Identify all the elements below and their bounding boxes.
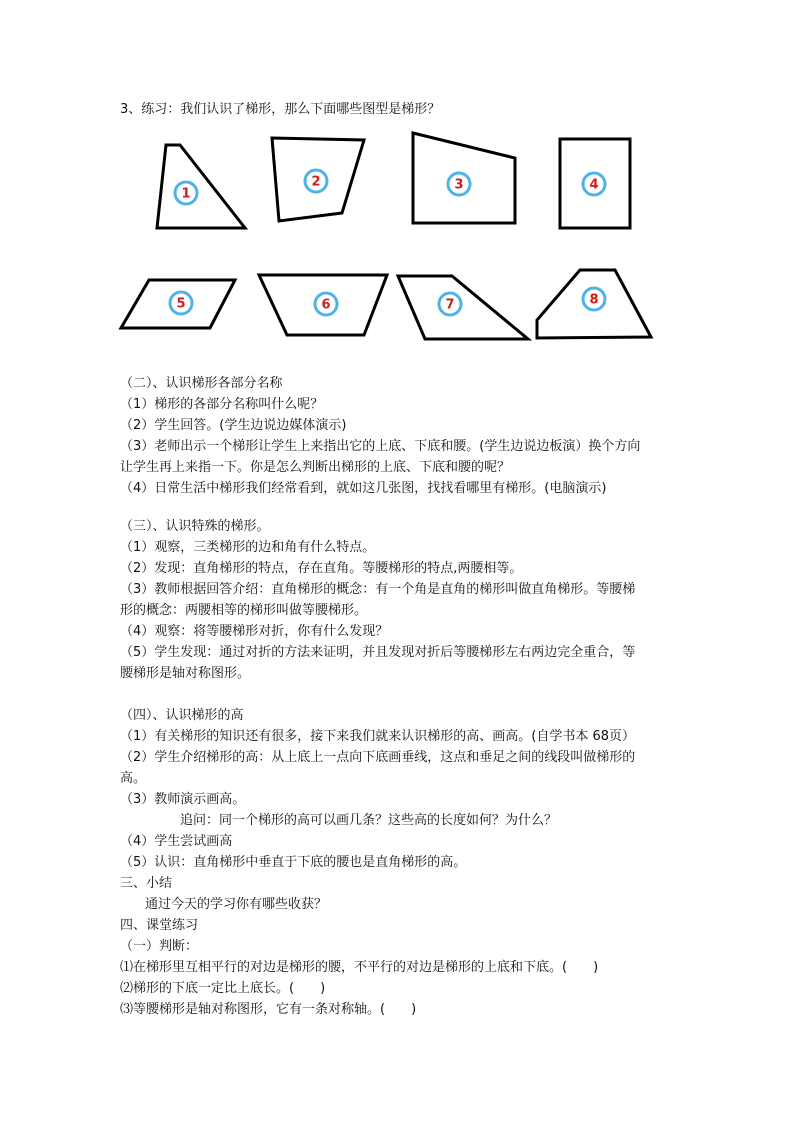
summary-heading: 三、小结 xyxy=(120,876,173,891)
section-special-line: （5）学生发现：通过对折的方法来证明，并且发现对折后等腰梯形左右两边完全重合，等 xyxy=(120,645,636,660)
practice-item: ⑴在梯形里互相平行的对边是梯形的腰，不平行的对边是梯形的上底和下底。( ) xyxy=(120,960,599,975)
section-height-line: （5）认识：直角梯形中垂直于下底的腰也是直角梯形的高。 xyxy=(120,855,467,870)
shape-number-label: 7 xyxy=(445,297,455,313)
practice-sub-heading: （一）判断： xyxy=(120,939,199,954)
shape-number-label: 1 xyxy=(181,186,191,202)
exercise-intro: 3、练习：我们认识了梯形，那么下面哪些图型是梯形？ xyxy=(120,102,441,117)
section-parts-line: （1）梯形的各部分名称叫什么呢？ xyxy=(120,397,324,412)
section-parts-line: （3）老师出示一个梯形让学生上来指出它的上底、下底和腰。(学生边说边板演）换个方向 xyxy=(120,439,641,454)
practice-heading: 四、课堂练习 xyxy=(120,918,199,933)
practice-item: ⑵梯形的下底一定比上底长。( ) xyxy=(120,981,326,996)
shape-number-label: 4 xyxy=(589,177,599,193)
section-special-line: 形的概念：两腰相等的梯形叫做等腰梯形。 xyxy=(120,603,368,618)
shape-7-outline xyxy=(398,276,528,339)
section-special-line: （4）观察：将等腰梯形对折，你有什么发现？ xyxy=(120,624,389,639)
section-height-line: （4）学生尝试画高 xyxy=(120,834,233,849)
section-parts-line: （4）日常生活中梯形我们经常看到，就如这几张图，找找看哪里有梯形。(电脑演示) xyxy=(120,481,607,496)
section-special-line: （1）观察，三类梯形的边和角有什么特点。 xyxy=(120,540,376,555)
section-special-heading: （三）、认识特殊的梯形。 xyxy=(120,519,270,534)
shape-figures xyxy=(0,0,794,360)
section-parts-line: 让学生再上来指一下。你是怎么判断出梯形的上底、下底和腰的呢？ xyxy=(120,460,511,475)
practice-item: ⑶等腰梯形是轴对称图形，它有一条对称轴。( ) xyxy=(120,1002,417,1017)
section-special-line: （2）发现：直角梯形的特点，存在直角。等腰梯形的特点,两腰相等。 xyxy=(120,561,523,576)
section-height-line: 高。 xyxy=(120,771,147,786)
section-parts-heading: （二）、认识梯形各部分名称 xyxy=(120,376,283,391)
section-height-heading: （四）、认识梯形的高 xyxy=(120,708,244,723)
section-height-line: 追问：同一个梯形的高可以画几条？这些高的长度如何？为什么？ xyxy=(180,813,558,828)
section-special-line: 腰梯形是轴对称图形。 xyxy=(120,666,251,681)
shape-number-label: 2 xyxy=(311,174,321,190)
section-height-line: （2）学生介绍梯形的高：从上底上一点向下底画垂线，这点和垂足之间的线段叫做梯形的 xyxy=(120,750,636,765)
section-special-line: （3）教师根据回答介绍：直角梯形的概念：有一个角是直角的梯形叫做直角梯形。等腰梯 xyxy=(120,582,636,597)
shape-1-outline xyxy=(157,145,245,228)
section-height-line: （1）有关梯形的知识还有很多，接下来我们就来认识梯形的高、画高。(自学书本 68页） xyxy=(120,729,636,744)
shape-number-label: 3 xyxy=(454,177,464,193)
section-parts-line: （2）学生回答。(学生边说边媒体演示) xyxy=(120,418,347,433)
shape-number-label: 5 xyxy=(176,296,186,312)
summary-line: 通过今天的学习你有哪些收获？ xyxy=(145,897,328,912)
shape-number-label: 8 xyxy=(589,292,599,308)
shape-number-label: 6 xyxy=(321,297,331,313)
section-height-line: （3）教师演示画高。 xyxy=(120,792,246,807)
